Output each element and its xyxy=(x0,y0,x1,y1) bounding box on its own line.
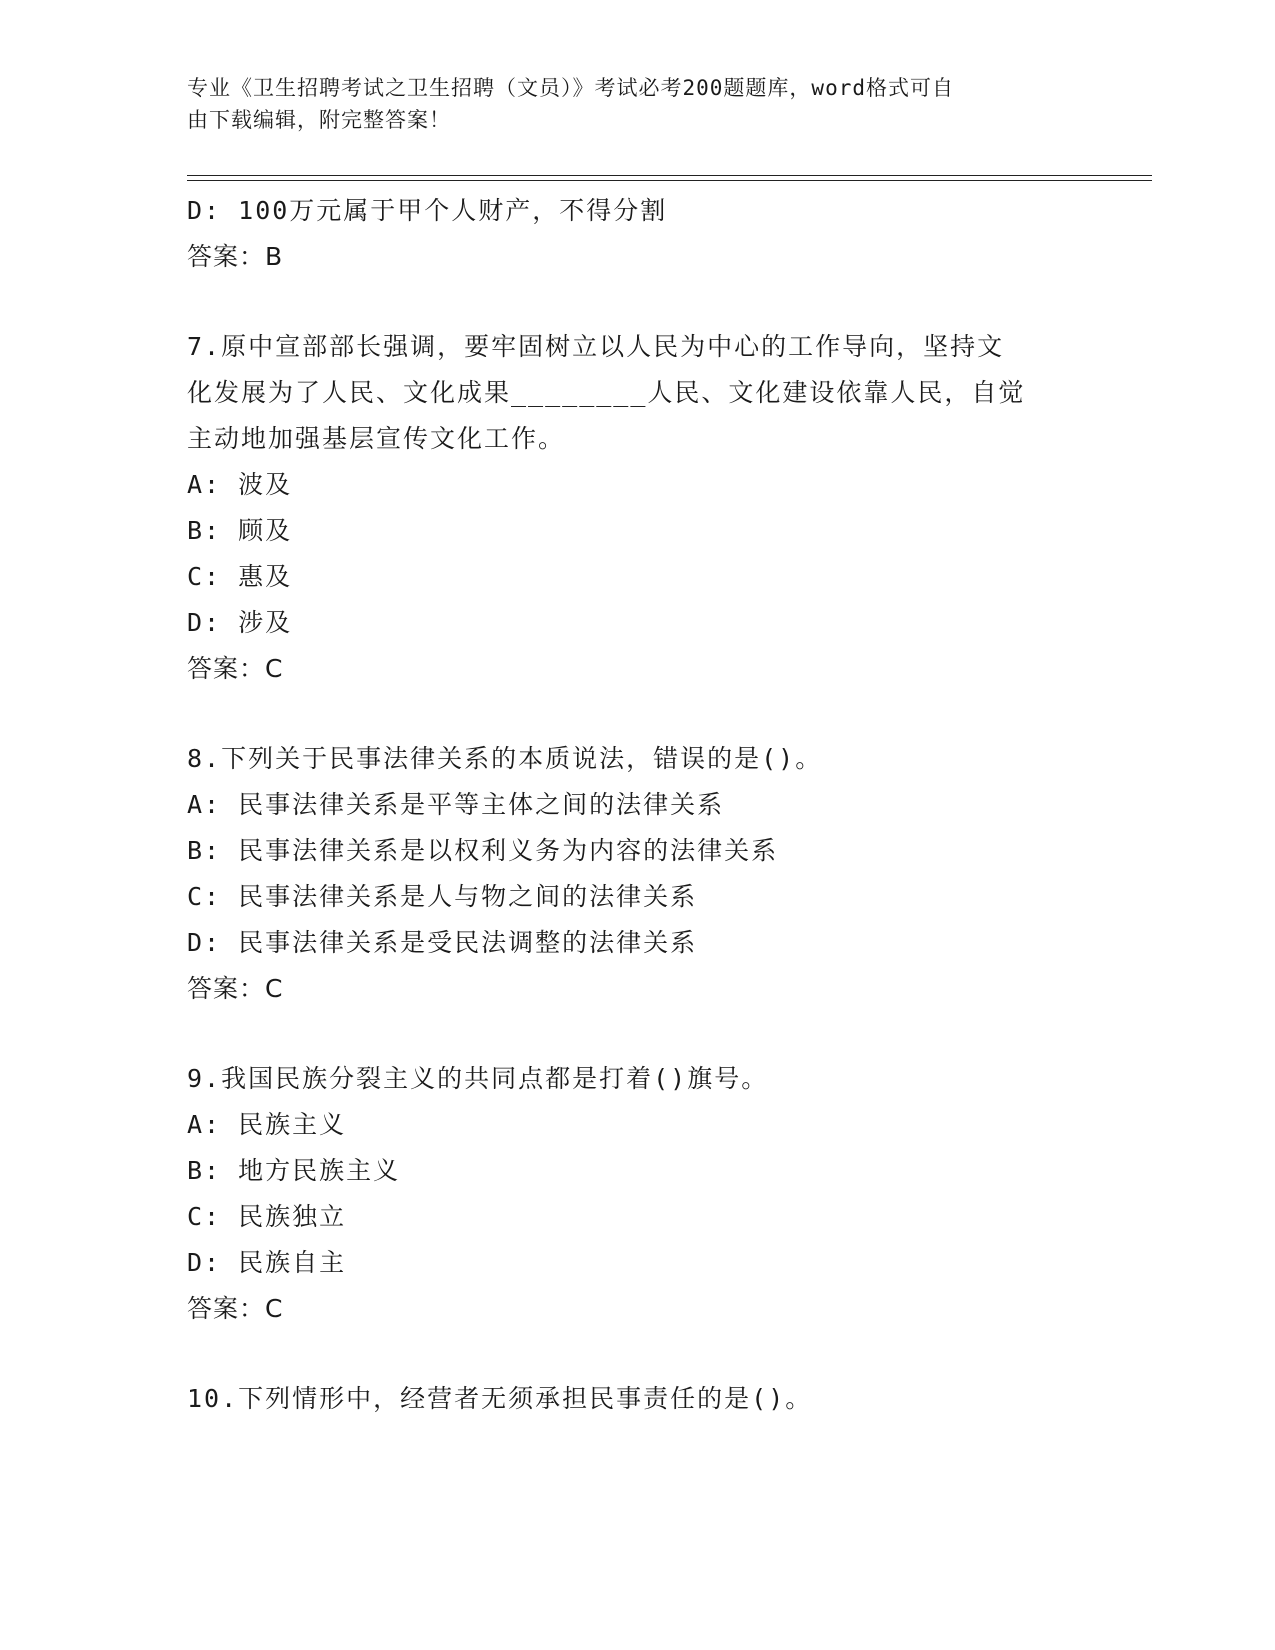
question-10 xyxy=(187,1376,1067,1422)
option-b: B: 地方民族主义 xyxy=(187,1156,401,1185)
question-stem-line: 7.原中宣部部长强调，要牢固树立以人民为中心的工作导向，坚持文 xyxy=(187,332,1005,361)
option-a: A: 波及 xyxy=(187,470,293,499)
option-d: D: 民族自主 xyxy=(187,1248,347,1277)
document-header xyxy=(187,72,1067,136)
option-a: A: 民事法律关系是平等主体之间的法律关系 xyxy=(187,790,725,819)
option-d: D: 民事法律关系是受民法调整的法律关系 xyxy=(187,928,698,957)
answer: 答案：C xyxy=(187,654,284,683)
answer: 答案：C xyxy=(187,974,284,1003)
answer: 答案：C xyxy=(187,1294,284,1323)
answer: 答案：B xyxy=(187,242,284,271)
header-line-2: 由下载编辑，附完整答案！ xyxy=(187,108,451,132)
option-b: B: 民事法律关系是以权利义务为内容的法律关系 xyxy=(187,836,779,865)
question-stem-line: 主动地加强基层宣传文化工作。 xyxy=(187,424,566,453)
option-a: A: 民族主义 xyxy=(187,1110,347,1139)
option-d: D: 100万元属于甲个人财产，不得分割 xyxy=(187,196,668,225)
header-line-1: 专业《卫生招聘考试之卫生招聘（文员）》考试必考200题题库，word格式可自 xyxy=(187,76,954,100)
question-stem-line: 10.下列情形中，经营者无须承担民事责任的是()。 xyxy=(187,1384,813,1413)
question-9 xyxy=(187,1056,1067,1332)
question-6-tail xyxy=(187,188,1067,280)
option-c: C: 民族独立 xyxy=(187,1202,347,1231)
option-b: B: 顾及 xyxy=(187,516,293,545)
option-c: C: 民事法律关系是人与物之间的法律关系 xyxy=(187,882,698,911)
option-c: C: 惠及 xyxy=(187,562,293,591)
question-stem-line: 9.我国民族分裂主义的共同点都是打着()旗号。 xyxy=(187,1064,769,1093)
question-stem-line: 化发展为了人民、文化成果________人民、文化建设依靠人民，自觉 xyxy=(187,378,1026,407)
question-8 xyxy=(187,736,1067,1012)
question-7 xyxy=(187,324,1067,692)
question-stem-line: 8.下列关于民事法律关系的本质说法，错误的是()。 xyxy=(187,744,823,773)
question-list xyxy=(187,188,1067,1422)
option-d: D: 涉及 xyxy=(187,608,293,637)
header-divider xyxy=(187,175,1152,181)
